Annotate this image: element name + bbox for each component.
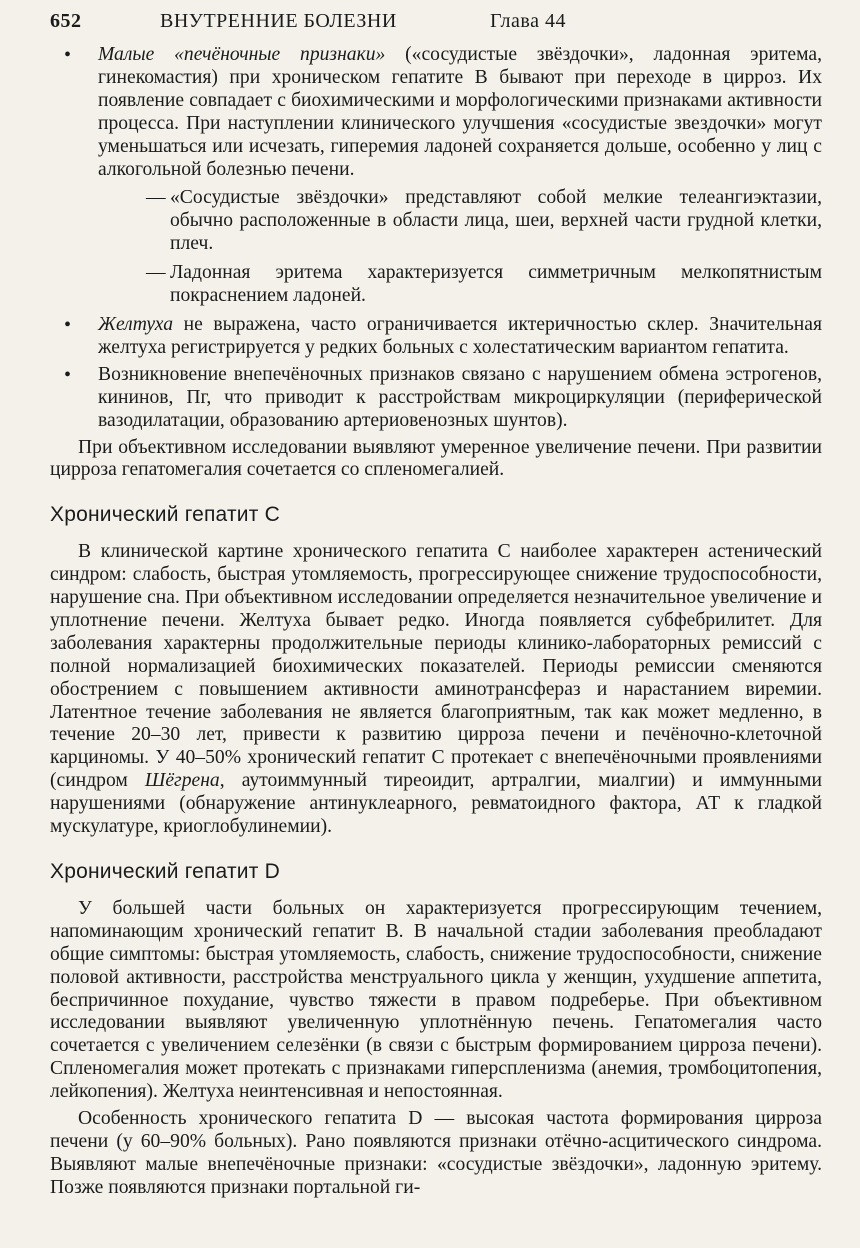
paragraph-text: В клинической картине хронического гепатита С наиболее характерен астенический синдром: слабость, быстрая утомляемость, прогрессирующее снижение трудоспособности, нарушение сна. При объективном исследовании определяется незначительное увеличение и уплотнение печени. Желтуха бывает редко. Иногда появляется субфебрилитет. Для заболевания характерны продолжительные периоды клинико-лабораторных ремиссий с полной нормализацией биохимических показателей. Периоды ремиссии сменяются обострением с повышением активности аминотрансфераз и нарастанием виремии. Латентное течение заболевания не является благоприятным, так как может медленно, в течение 20–30 лет, привести к развитию цирроза печени и печёночно-клеточной карциномы. У 40–50% хронический гепатит С протекает с внепечёночными проявлениями (синдром xyxy=(50,541,822,792)
emphasis-term: Желтуха xyxy=(98,313,174,335)
chapter-label: Глава 44 xyxy=(490,10,566,32)
paragraph-hepatitis-c xyxy=(50,541,822,839)
dash-icon: — xyxy=(146,187,166,209)
paragraph-hepatitis-d-2: Особенность хронического гепатита D — высокая частота формирования цирроза печени (у 60–90% больных). Рано появляются признаки отёчно-асцитического синдрома. Выявляют малые внепечёночные признаки: «сосудистые звёздочки», ладонную эритему. Позже появляются признаки портальной ги- xyxy=(50,1108,822,1198)
list-item xyxy=(50,364,822,433)
paragraph-text: , аутоиммунный тиреоидит, артралгии, миалгии) и иммунными нарушениями (обнаружение антинуклеарного, ревматоидного фактора, АТ к гладкой мускулатуре, криоглобулинемии). xyxy=(50,770,822,838)
bullet-list xyxy=(50,44,822,433)
section-heading-hepatitis-c: Хронический гепатит С xyxy=(50,503,280,527)
page-body xyxy=(50,44,822,1200)
sub-item xyxy=(98,262,822,308)
sub-item xyxy=(98,187,822,256)
section-heading-hepatitis-d: Хронический гепатит D xyxy=(50,860,280,883)
sub-item-text: «Сосудистые звёздочки» представляют собой мелкие телеангиэктазии, обычно расположенные в области лица, шеи, верхней части грудной клетки, плеч. xyxy=(170,187,822,255)
emphasis-term: Шёгрена xyxy=(144,770,220,792)
dash-icon: — xyxy=(146,262,166,284)
bullet-icon: • xyxy=(64,44,72,66)
paragraph-summary: При объективном исследовании выявляют умеренное увеличение печени. При развитии цирроза гепатомегалия сочетается со спленомегалией. xyxy=(50,436,822,481)
paragraph-hepatitis-d-1: У большей части больных он характеризуется прогрессирующим течением, напоминающим хронический гепатит В. В начальной стадии заболевания преобладают общие симптомы: быстрая утомляемость, слабость, снижение трудоспособности, снижение половой активности, расстройства менструального цикла у женщин, ухудшение аппетита, беспричинное похудание, чувство тяжести в правом подреберье. При объективном исследовании выявляют увеличенную уплотнённую печень. Гепатомегалия часто сочетается с увеличением селезёнки (в связи с быстрым формированием цирроза печени). Спленомегалия может протекать с признаками гиперспленизма (анемия, тромбоцитопения, лейкопения). Желтуха неинтенсивная и непостоянная. xyxy=(50,897,822,1103)
bullet-icon: • xyxy=(64,313,72,336)
list-item xyxy=(50,314,822,360)
running-header xyxy=(50,10,822,44)
list-item-text: («сосудистые звёздочки», ладонная эритема, гинекомастия) при хроническом гепатите В бывают при переходе в цирроз. Их появление совпадает с биохимическими и морфологическими признаками активности процесса. При наступлении клинического улучшения «сосудистые звездочки» могут уменьшаться или исчезать, гиперемия ладоней сохраняется дольше, особенно у лиц с алкогольной болезнью печени. xyxy=(98,44,822,180)
emphasis-term: Малые «печёночные признаки» xyxy=(98,44,386,65)
list-item-text: не выражена, часто ограничивается иктеричностью склер. Значительная желтуха регистрируется у редких больных с холестатическим вариантом гепатита. xyxy=(98,313,822,358)
list-item-text: Возникновение внепечёночных признаков связано с нарушением обмена эстрогенов, кининов, Пг, что приводит к расстройствам микроциркуляции (периферической вазодилатации, образованию артериовенозных шунтов). xyxy=(98,363,822,431)
page-number: 652 xyxy=(50,10,82,32)
book-title: ВНУТРЕННИЕ БОЛЕЗНИ xyxy=(160,10,397,32)
list-item xyxy=(50,44,822,308)
bullet-icon: • xyxy=(64,363,72,386)
sub-item-text: Ладонная эритема характеризуется симметричным мелкопятнистым покраснением ладоней. xyxy=(170,262,822,307)
